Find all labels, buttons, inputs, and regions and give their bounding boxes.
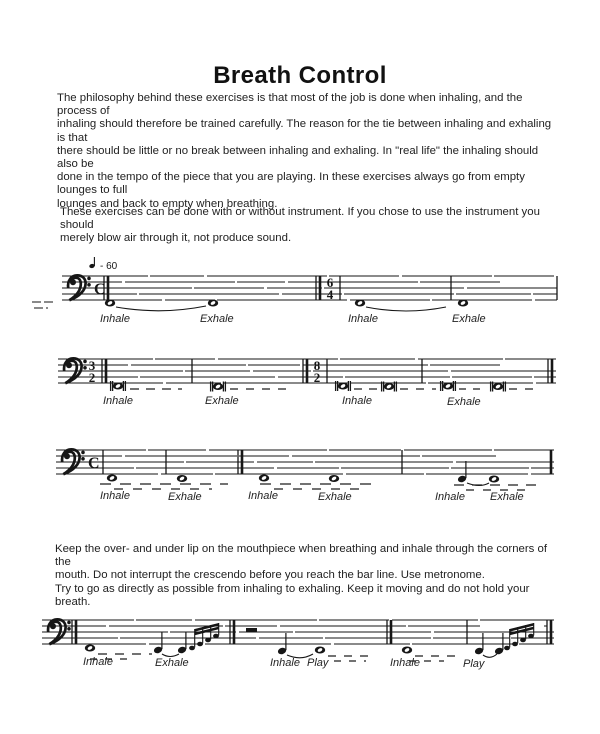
whole-note [329, 475, 339, 482]
breathing-label: Inhale [103, 395, 133, 407]
staff-system-4 [0, 610, 600, 682]
breathing-label: Exhale [452, 313, 486, 325]
tie-slur [483, 654, 497, 657]
whole-note [489, 476, 499, 483]
paragraph-line: lounges and back to empty when breathing. [57, 197, 278, 210]
whole-note [315, 647, 325, 654]
paragraph-line: Keep the over- and under lip on the mouthpiece when breathing and inhale through the corners of the [55, 543, 548, 569]
breathing-label: Exhale [200, 313, 234, 325]
breathing-label: Exhale [447, 396, 481, 408]
breathing-label: Exhale [168, 491, 202, 503]
instructions-paragraph [55, 543, 560, 609]
breathing-label: Inhale [270, 657, 300, 669]
time-signature-numerator: 8 [313, 358, 321, 373]
paragraph-line: done in the tempo of the piece that you are playing. In these exercises always go from empty lounges to full [57, 171, 525, 197]
breve-note [211, 382, 226, 392]
whole-note [402, 647, 412, 654]
breathing-label: Inhale [100, 490, 130, 502]
time-signature-denominator: 4 [326, 287, 334, 302]
breathing-label: Exhale [155, 657, 189, 669]
breath-slur [366, 307, 446, 311]
sixteenth-note-run [504, 623, 534, 650]
breathing-label: Exhale [490, 491, 524, 503]
breathing-label: Inhale [100, 313, 130, 325]
paragraph-line: there should be little or no break between inhaling and exhaling. In "real life" the inhaling should also be [57, 144, 539, 171]
breathing-label: Exhale [205, 395, 239, 407]
time-signature-common: C [88, 455, 100, 472]
whole-note [85, 645, 95, 652]
whole-note [259, 475, 269, 482]
paragraph-line: These exercises can be done with or without instrument. If you chose to use the instrument you should [60, 206, 540, 232]
intro-paragraph [57, 92, 557, 211]
breathing-label: Inhale [435, 491, 465, 503]
paragraph-line: mouth. Do not interrupt the crescendo before you reach the bar line. Use metronome. [55, 569, 485, 582]
time-signature-denominator: 2 [88, 370, 96, 385]
staff-system-4-notation [30, 610, 570, 682]
breve-note [111, 381, 126, 391]
breathing-label: Exhale [318, 491, 352, 503]
breathing-label: Inhale [248, 490, 278, 502]
time-signature-numerator: 3 [88, 358, 96, 373]
time-signature-numerator: 6 [326, 275, 334, 290]
tempo-text: - 60 [100, 261, 118, 272]
whole-note [458, 300, 468, 307]
breathing-label: Inhale [348, 313, 378, 325]
breathing-label: Inhale [390, 657, 420, 669]
instrument-paragraph [60, 206, 565, 246]
paragraph-line: merely blow air through it, not produce sound. [60, 232, 292, 245]
whole-note [177, 475, 187, 482]
breathing-label: Play [307, 657, 329, 669]
whole-note [107, 475, 117, 482]
staff-system-2 [0, 350, 600, 414]
paragraph-line: Try to go as directly as possible from inhaling to exhaling. Keep it moving and do not hold your breath. [55, 582, 530, 608]
breve-note [491, 382, 506, 392]
sixteenth-note-run [189, 623, 219, 650]
page-title: Breath Control [213, 62, 387, 90]
paragraph-line: inhaling should therefore be trained carefully. The reason for the tie between inhaling and exhaling is that [57, 118, 552, 144]
staff-system-3 [0, 440, 600, 512]
breve-note [336, 381, 351, 391]
time-signature-common: C [94, 281, 106, 298]
scan-stray-marks [32, 302, 56, 308]
quarter-note [177, 632, 187, 654]
breathing-label: Play [463, 658, 485, 670]
breathing-label: Inhale [83, 656, 113, 668]
staff-system-1 [0, 252, 600, 332]
quarter-note [457, 461, 467, 483]
breve-note [382, 382, 397, 392]
whole-note [105, 300, 115, 307]
tempo-marking [89, 257, 118, 272]
quarter-note-icon [89, 257, 95, 269]
whole-note [208, 300, 218, 307]
time-signature-denominator: 2 [313, 370, 321, 385]
whole-note [355, 300, 365, 307]
quarter-note [153, 632, 163, 654]
breve-note [441, 381, 456, 391]
paragraph-line: The philosophy behind these exercises is that most of the job is done when inhaling, and the process of [57, 92, 523, 118]
breathing-label: Inhale [342, 395, 372, 407]
half-rest [246, 628, 257, 632]
breath-slur [116, 306, 206, 311]
